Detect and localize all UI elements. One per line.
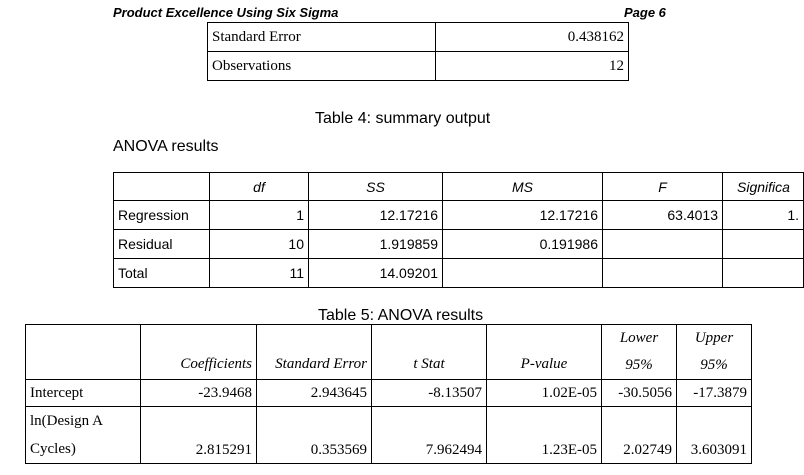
header-p-value: P-value [487, 325, 602, 380]
cell [603, 230, 723, 259]
cell-lower: 2.02749 [602, 407, 677, 464]
header-cell: SS [309, 173, 443, 201]
stat-label: Observations [208, 52, 436, 81]
row-label-line1: ln(Design A [30, 413, 103, 429]
row-label-line2: Cycles) [30, 441, 76, 457]
header-cell: Significa [723, 173, 804, 201]
header-cell: F [603, 173, 723, 201]
cell [443, 259, 603, 288]
table-row [114, 230, 804, 259]
header-cell: MS [443, 173, 603, 201]
header-lower-label: Lower [619, 330, 659, 346]
table-row [26, 407, 752, 464]
cell: 12.17216 [309, 201, 443, 230]
table4-caption: Table 4: summary output [315, 110, 491, 127]
document-title: Product Excellence Using Six Sigma [113, 5, 339, 20]
cell-p: 1.02E-05 [487, 380, 602, 407]
cell-t: -8.13507 [372, 380, 487, 407]
cell: 12.17216 [443, 201, 603, 230]
cell: 11 [210, 259, 309, 288]
header-lower-95 [602, 325, 677, 380]
cell: 0.191986 [443, 230, 603, 259]
stat-value: 12 [436, 52, 629, 81]
header-upper-95 [677, 325, 752, 380]
coefficients-table [25, 324, 752, 464]
table-row [208, 23, 629, 52]
cell-se: 0.353569 [257, 407, 372, 464]
table-row [208, 52, 629, 81]
stat-label: Standard Error [208, 23, 436, 52]
table-header-row [26, 325, 752, 380]
table5-caption: Table 5: ANOVA results [318, 307, 484, 324]
header-cell: df [210, 173, 309, 201]
cell-t: 7.962494 [372, 407, 487, 464]
cell-coef: 2.815291 [141, 407, 257, 464]
header-t-stat: t Stat [372, 325, 487, 380]
cell-upper: -17.3879 [677, 380, 752, 407]
row-label [26, 407, 141, 464]
header-cell [26, 325, 141, 380]
anova-table [113, 172, 804, 288]
table-row [26, 380, 752, 407]
row-label: Residual [114, 230, 210, 259]
cell-lower: -30.5056 [602, 380, 677, 407]
cell-upper: 3.603091 [677, 407, 752, 464]
regression-stats-table [207, 22, 629, 81]
page-number: Page 6 [624, 5, 666, 20]
cell [723, 259, 804, 288]
stat-value: 0.438162 [436, 23, 629, 52]
table-row [114, 201, 804, 230]
cell-p: 1.23E-05 [487, 407, 602, 464]
cell-coef: -23.9468 [141, 380, 257, 407]
cell [603, 259, 723, 288]
table-header-row [114, 173, 804, 201]
cell: 1.919859 [309, 230, 443, 259]
table-row [114, 259, 804, 288]
cell: 10 [210, 230, 309, 259]
header-cell [114, 173, 210, 201]
header-upper-pct: 95% [700, 357, 728, 373]
cell: 1. [723, 201, 804, 230]
row-label: Intercept [26, 380, 141, 407]
header-standard-error: Standard Error [257, 325, 372, 380]
header-lower-pct: 95% [625, 357, 653, 373]
row-label: Regression [114, 201, 210, 230]
cell [723, 230, 804, 259]
anova-heading: ANOVA results [113, 138, 219, 155]
header-upper-label: Upper [694, 330, 734, 346]
cell-se: 2.943645 [257, 380, 372, 407]
cell: 63.4013 [603, 201, 723, 230]
cell: 1 [210, 201, 309, 230]
cell: 14.09201 [309, 259, 443, 288]
header-coefficients: Coefficients [141, 325, 257, 380]
row-label: Total [114, 259, 210, 288]
